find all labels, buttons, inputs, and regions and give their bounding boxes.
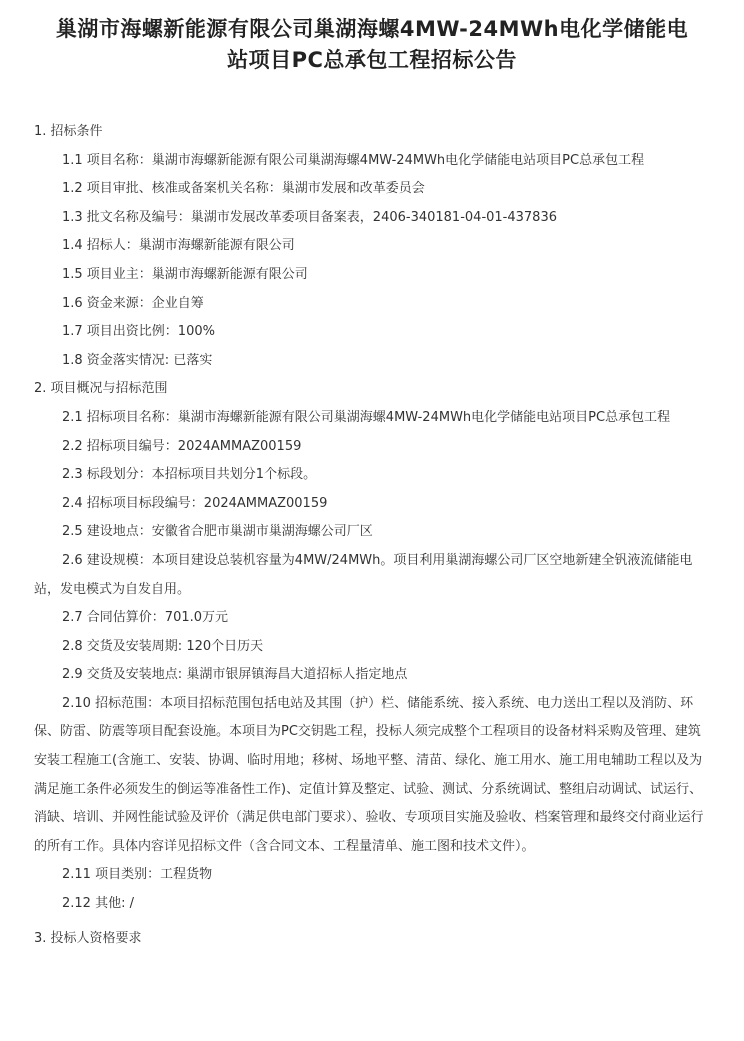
section-heading-1: 1. 招标条件: [34, 124, 103, 139]
title-line-1: 巢湖市海螺新能源有限公司巢湖海螺4MW-24MWh电化学储能电: [55, 17, 689, 41]
page-title: [34, 14, 710, 76]
item-2-9: 2.9 交货及安装地点: 巢湖市银屏镇海昌大道招标人指定地点: [62, 667, 408, 683]
item-2-3: 2.3 标段划分：本招标项目共划分1个标段。: [62, 467, 317, 483]
item-2-1: 2.1 招标项目名称：巢湖市海螺新能源有限公司巢湖海螺4MW-24MWh电化学储能电站项目PC总承包工程: [62, 409, 671, 425]
item-2-12: 2.12 其他: /: [62, 896, 134, 912]
item-1-2: 1.2 项目审批、核准或备案机关名称：巢湖市发展和改革委员会: [62, 181, 425, 197]
item-2-6: 2.6 建设规模：本项目建设总装机容量为4MW/24MWh。项目利用巢湖海螺公司厂区空地新建全钒液流储能电站，发电模式为自发自用。: [34, 552, 693, 597]
item-1-3: 1.3 批文名称及编号：巢湖市发展改革委项目备案表，2406-340181-04-01-437836: [62, 209, 557, 225]
item-1-7: 1.7 项目出资比例：100%: [62, 324, 215, 340]
title-line-2: 站项目PC总承包工程招标公告: [227, 48, 517, 72]
section-heading-2: 2. 项目概况与招标范围: [34, 381, 168, 397]
item-1-5: 1.5 项目业主：巢湖市海螺新能源有限公司: [62, 266, 308, 282]
item-2-11: 2.11 项目类别：工程货物: [62, 867, 213, 883]
section-heading-3: 3. 投标人资格要求: [34, 930, 142, 946]
item-1-1: 1.1 项目名称：巢湖市海螺新能源有限公司巢湖海螺4MW-24MWh电化学储能电站项目PC总承包工程: [62, 152, 645, 168]
item-2-2: 2.2 招标项目编号：2024AMMAZ00159: [62, 438, 302, 454]
item-2-4: 2.4 招标项目标段编号：2024AMMAZ00159: [62, 495, 328, 511]
item-2-7: 2.7 合同估算价：701.0万元: [62, 610, 229, 626]
item-1-4: 1.4 招标人：巢湖市海螺新能源有限公司: [62, 238, 295, 254]
item-2-8: 2.8 交货及安装周期: 120个日历天: [62, 638, 264, 654]
item-1-8: 1.8 资金落实情况: 已落实: [62, 352, 213, 368]
item-2-5: 2.5 建设地点：安徽省合肥市巢湖市巢湖海螺公司厂区: [62, 524, 373, 540]
item-2-10: 2.10 招标范围：本项目招标范围包括电站及其围（护）栏、储能系统、接入系统、电力送出工程以及消防、环保、防雷、防震等项目配套设施。本项目为PC交钥匙工程，投标人须完成整个工程项目的设备材料采购及管理、建筑安装工程施工(含施工、安装、协调、临时用地；移树、场地平整、清苗、绿化、施工用水、施工用电辅助工程以及为满足施工条件必须发生的倒运等准备性工作)、定值计算及整定、试验、测试、分系统调试、整组启动调试、试运行、消缺、培训、并网性能试验及评价（满足供电部门要求）、验收、专项项目实施及验收、档案管理和最终交付商业运行的所有工作。具体内容详见招标文件（含合同文本、工程量清单、施工图和技术文件）。: [34, 695, 704, 854]
item-1-6: 1.6 资金来源：企业自筹: [62, 295, 204, 311]
